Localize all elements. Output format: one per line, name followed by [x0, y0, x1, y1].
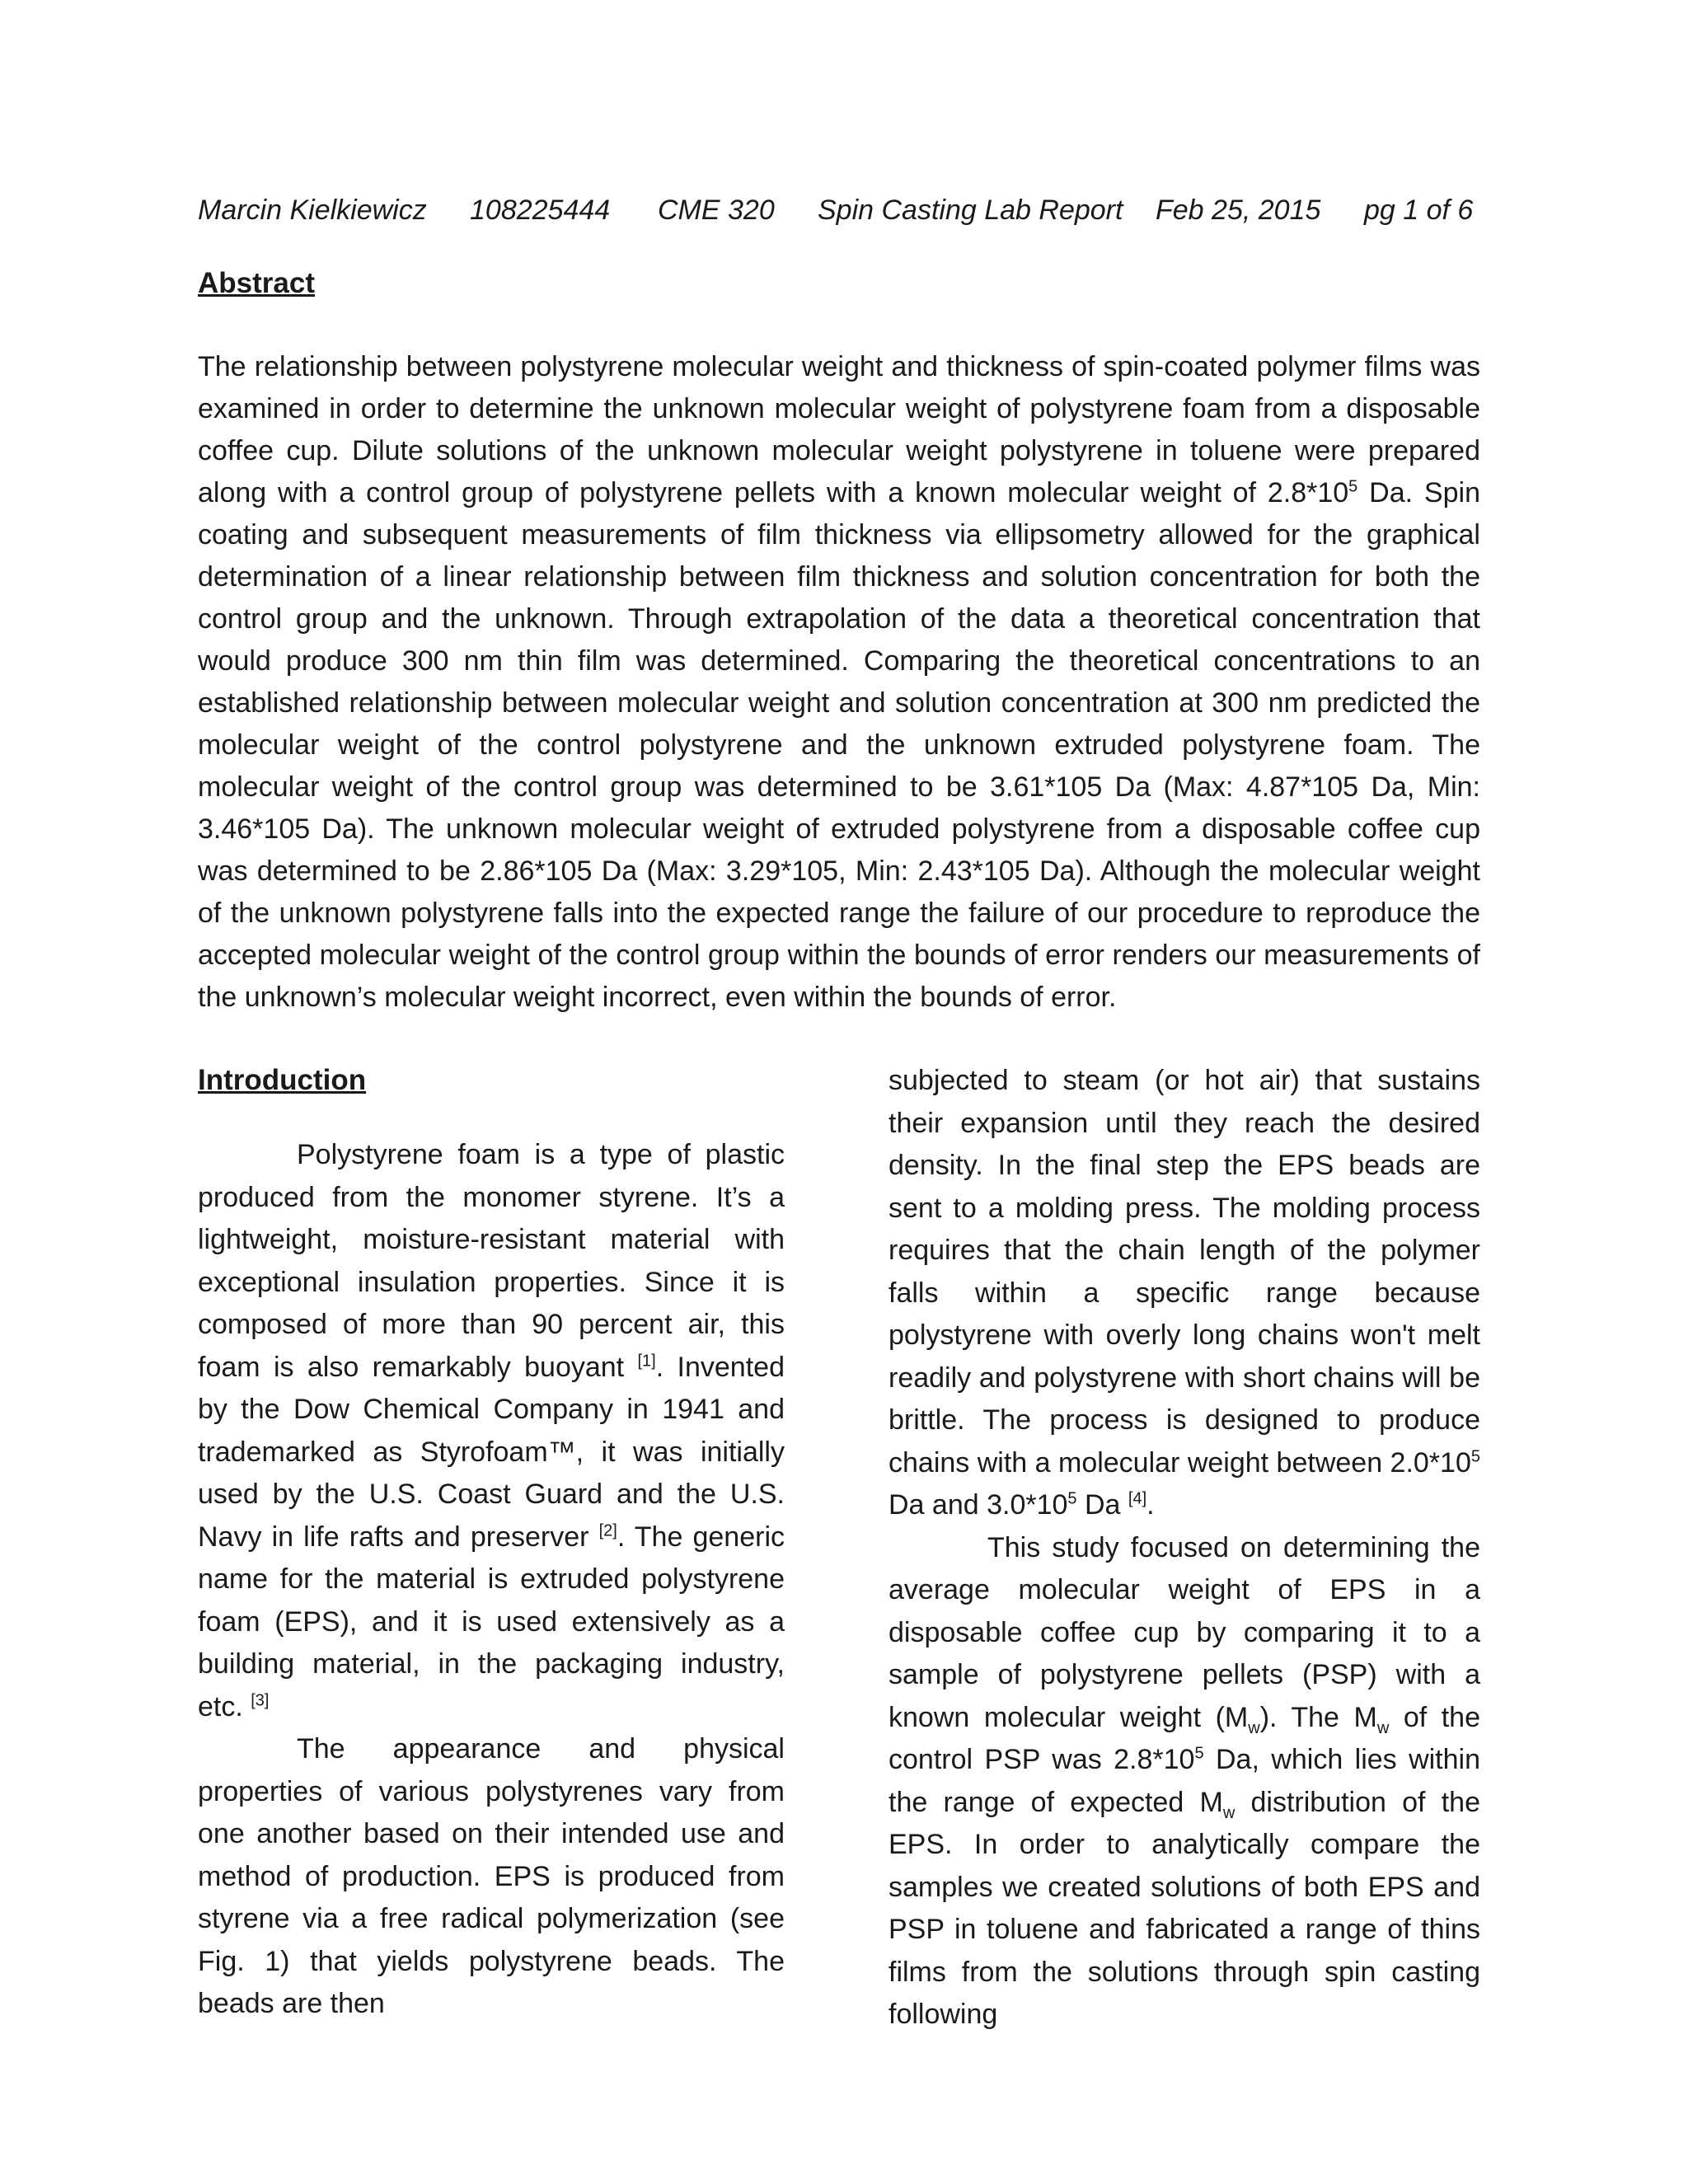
abstract-text-2: Da. Spin coating and subsequent measurements of film thickness via ellipsometry allowed for the graphical determination of a linear relationship between film thickness and solution concentration for both the control group and the unknown. Through extrapolation of the data a theoretical concentration that would produce 300 nm thin film was determined. Comparing the theoretical concentrations to an established relationship between molecular weight and solution concentration at 300 nm predicted the molecular weight of the control polystyrene and the unknown extruded polystyrene foam. The molecular weight of the control group was determined to be 3.61*105 Da (Max: 4.87*105 Da, Min: 3.46*105 Da). The unknown molecular weight of extruded polystyrene from a disposable coffee cup was determined to be 2.86*105 Da (Max: 3.29*105, Min: 2.43*105 Da). Although the molecular weight of the unknown polystyrene falls into the expected range the failure of our procedure to reproduce the accepted molecular weight of the control group within the bounds of error renders our measurements of the unknown’s molecular weight incorrect, even within the bounds of error.: [198, 477, 1480, 1013]
citation-3: [3]: [251, 1691, 270, 1710]
abstract-heading: Abstract: [198, 267, 315, 299]
header-page-number: pg 1 of 6: [1364, 194, 1474, 226]
intro-paragraph-4: This study focused on determining the average molecular weight of EPS in a disposable coffee cup by comparing it to a sample of polystyrene pellets (PSP) with a known molecular weight $(M_w)$. The $M_w$ of the control PSP was $2.8*10^5$ Da, which lies within the range of expected $M_w$ distribution of the EPS. In order to analytically compare the samples we created solutions of both EPS and PSP in toluene and fabricated a range of thins films from the solutions through spin casting following: [889, 1531, 1481, 2030]
citation-2: [2]: [598, 1521, 617, 1540]
header-report-title: Spin Casting Lab Report: [818, 194, 1123, 226]
header-course: CME 320: [658, 194, 775, 226]
citation-1: [1]: [637, 1352, 656, 1371]
header-date: Feb 25, 2015: [1156, 194, 1321, 226]
intro-paragraph-1: Polystyrene foam is a type of plastic produced from the monomer styrene. It’s a lightweight, moisture-resistant material with exceptional insulation properties. Since it is composed of more than 90 percent air, this foam is also remarkably buoyant [1]. Invented by the Dow Chemical Company in 1941 and trademarked as Styrofoam™, it was initially used by the U.S. Coast Guard and the U.S. Navy in life rafts and preserver [2]. The generic name for the material is extruded polystyrene foam (EPS), and it is used extensively as a building material, in the packaging industry, etc. [3]: [198, 1139, 785, 1722]
abstract-body: [198, 346, 1480, 1019]
abstract-exponent: 5: [1348, 477, 1358, 496]
introduction-heading: Introduction: [198, 1064, 367, 1096]
introduction-left-column: [198, 1134, 785, 2026]
page-header: [198, 194, 1480, 232]
header-author: Marcin Kielkiewicz: [198, 194, 427, 226]
intro-paragraph-2: The appearance and physical properties of various polystyrenes vary from one another based on their intended use and method of production. EPS is produced from styrene via a free radical polymerization (see Fig. 1) that yields polystyrene beads. The beads are then: [198, 1733, 785, 2019]
intro-paragraph-3: subjected to steam (or hot air) that sustains their expansion until they reach the desired density. In the final step the EPS beads are sent to a molding press. The molding process requires that the chain length of the polymer falls within a specific range because polystyrene with overly long chains won't melt readily and polystyrene with short chains will be brittle. The process is designed to produce chains with a molecular weight between $2.0*10^5$ Da and $3.0*10^5$ Da [4].: [889, 1065, 1480, 1521]
abstract-text-1: The relationship between polystyrene molecular weight and thickness of spin-coated polymer films was examined in order to determine the unknown molecular weight of polystyrene foam from a disposable coffee cup. Dilute solutions of the unknown molecular weight polystyrene in toluene were prepared along with a control group of polystyrene pellets with a known molecular weight of 2.8*10: [198, 351, 1480, 509]
header-student-id: 108225444: [470, 194, 611, 226]
citation-4: [4]: [1128, 1489, 1147, 1508]
introduction-right-column: [889, 1060, 1480, 2036]
